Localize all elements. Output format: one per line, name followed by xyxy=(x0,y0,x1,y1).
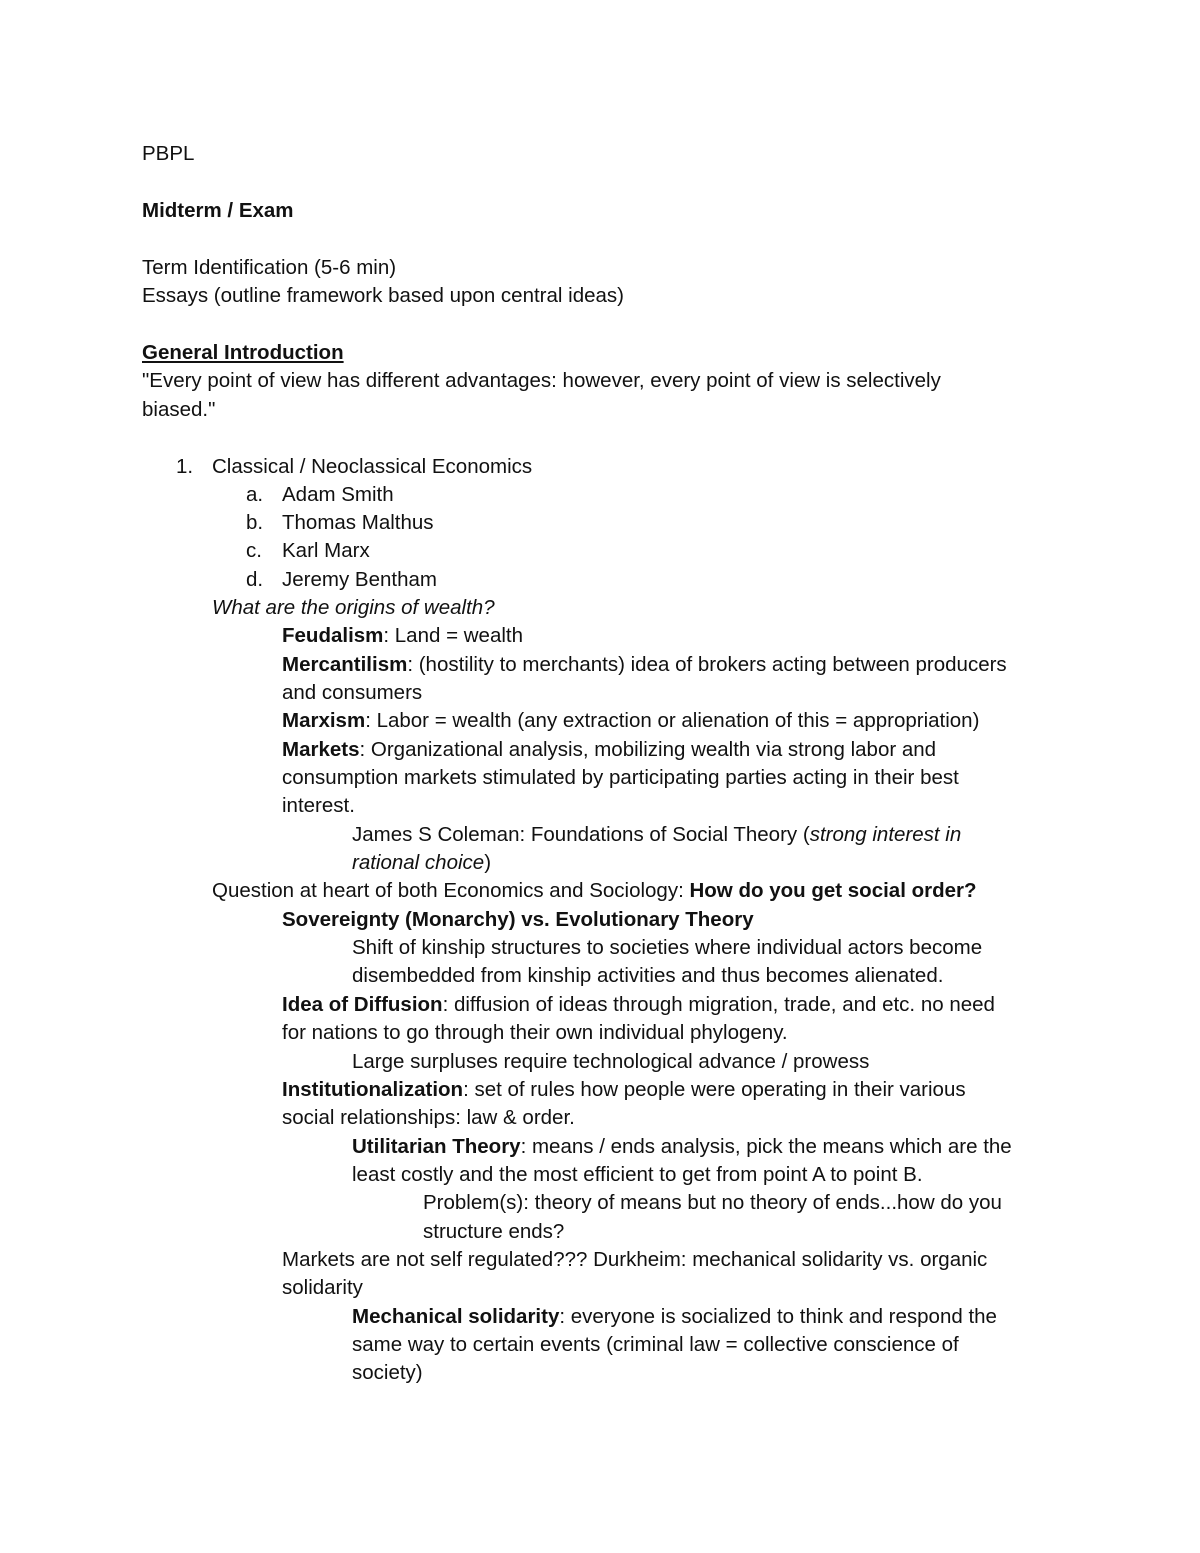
intro-quote-line-1: "Every point of view has different advantages: however, every point of view is selectively xyxy=(142,369,941,392)
durkheim-line-2: solidarity xyxy=(282,1276,363,1299)
institutionalization-cont: social relationships: law & order. xyxy=(282,1106,575,1129)
diffusion-cont: for nations to go through their own individual phylogeny. xyxy=(282,1021,788,1044)
list-item-1: 1. Classical / Neoclassical Economics xyxy=(176,455,533,478)
utilitarian-cont: least costly and the most efficient to get from point A to point B. xyxy=(352,1163,923,1186)
markets-cont-2: interest. xyxy=(282,794,355,817)
coleman-cont: rational choice) xyxy=(352,851,492,874)
mercantilism-cont: and consumers xyxy=(282,681,423,704)
sub-item-b: b. Thomas Malthus xyxy=(246,511,434,534)
institutionalization-line: Institutionalization: set of rules how people were operating in their various xyxy=(282,1078,966,1101)
intro-heading: General Introduction xyxy=(142,341,344,364)
problems-line-2: structure ends? xyxy=(423,1220,565,1243)
course-code: PBPL xyxy=(142,142,195,165)
exam-heading: Midterm / Exam xyxy=(142,199,294,222)
sub-item-a: a. Adam Smith xyxy=(246,483,394,506)
diffusion-line: Idea of Diffusion: diffusion of ideas through migration, trade, and etc. no need xyxy=(282,993,995,1016)
mechanical-cont-1: same way to certain events (criminal law = collective conscience of xyxy=(352,1333,959,1356)
format-line-2: Essays (outline framework based upon central ideas) xyxy=(142,284,624,307)
sub-item-c: c. Karl Marx xyxy=(246,539,370,562)
format-line-1: Term Identification (5-6 min) xyxy=(142,256,397,279)
coleman-line: James S Coleman: Foundations of Social Theory (strong interest in xyxy=(352,823,962,846)
utilitarian-line: Utilitarian Theory: means / ends analysis, pick the means which are the xyxy=(352,1135,1012,1158)
mechanical-line: Mechanical solidarity: everyone is socialized to think and respond the xyxy=(352,1305,997,1328)
mechanical-cont-2: society) xyxy=(352,1361,423,1384)
sub-item-d: d. Jeremy Bentham xyxy=(246,568,437,591)
markets-line: Markets: Organizational analysis, mobilizing wealth via strong labor and xyxy=(282,738,937,761)
kinship-line-2: disembedded from kinship activities and thus becomes alienated. xyxy=(352,964,944,987)
intro-quote-line-2: biased." xyxy=(142,398,216,421)
social-order-question: Question at heart of both Economics and Sociology: How do you get social order? xyxy=(212,879,977,902)
kinship-line-1: Shift of kinship structures to societies where individual actors become xyxy=(352,936,983,959)
sovereignty-heading: Sovereignty (Monarchy) vs. Evolutionary Theory xyxy=(282,908,754,931)
marxism-line: Marxism: Labor = wealth (any extraction or alienation of this = appropriation) xyxy=(282,709,980,732)
wealth-question: What are the origins of wealth? xyxy=(212,596,495,619)
mercantilism-line: Mercantilism: (hostility to merchants) idea of brokers acting between producers xyxy=(282,653,1007,676)
durkheim-line-1: Markets are not self regulated??? Durkheim: mechanical solidarity vs. organic xyxy=(282,1248,988,1271)
surpluses-line: Large surpluses require technological advance / prowess xyxy=(352,1050,870,1073)
feudalism-line: Feudalism: Land = wealth xyxy=(282,624,524,647)
markets-cont-1: consumption markets stimulated by participating parties acting in their best xyxy=(282,766,959,789)
problems-line-1: Problem(s): theory of means but no theory of ends...how do you xyxy=(423,1191,1002,1214)
